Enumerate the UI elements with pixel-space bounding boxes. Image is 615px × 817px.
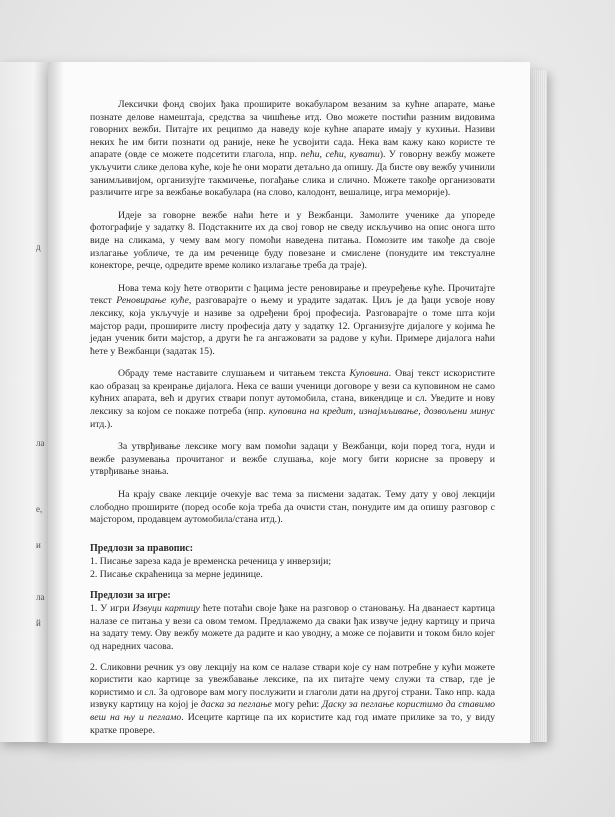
left-page-fragment: й [36, 618, 41, 628]
italic-text: Даску за пеглање користимо да ставимо веш на њу и пегламо [90, 699, 495, 723]
paragraph-vocabulary [90, 99, 495, 200]
spelling-list [90, 556, 495, 581]
text-run: . Овај текст искористите као образац за креирање дијалога. Нека се ваши ученици договоре у вези са куповином не само кућних апарата, већ и других ствари попут аутомобила, стана, викендице и сл. Уведите и нову лексику за којом се покаже потреба (нпр. [90, 368, 496, 418]
text-run: 1. У игри [90, 603, 133, 615]
text-run: Идеје за говорне вежбе наћи ћете и у Вежбанци. Замолите ученике да упореде фотографије у задатку 8. Подстакните их да свој говор не сведу искључиво на опис онога што виде на сликама, у чему вам могу помоћи наведена питања. Помозите им такође да своје излагање уобличе, те да им реченице буду повезане и смислене (понудите им текстуалне конекторе, речце, одредите време колико излагање треба да траје). [90, 209, 495, 272]
page-stack-edges [527, 70, 547, 742]
left-page-fragment: д [36, 242, 41, 252]
text-run: 2. Сликовни речник уз ову лекцију на ком се налазе ствари које су нам потребне у кући можете користити као картице за увежбавање лексике, па их питајте чему служи та ствар, где је користимо и сл. За одговоре вам могу послужити и глаголи дати на другој страни. Тако нпр. када извуку картицу на којој је [90, 661, 495, 711]
spelling-heading: Предлози за правопис: [90, 542, 194, 554]
left-page-fragment: и [36, 540, 41, 550]
text-run: На крају сваке лекције очекује вас тема за писмени задатак. Тему дату у овој лекцији слободно проширите (поред особе која треба да очисти стан, понудите им да опишу разговор с мајстором, продавцем аутомобила/стана итд.). [90, 489, 495, 526]
book-page [48, 62, 530, 743]
text-run: итд.). [90, 418, 113, 430]
text-run: могу рећи: [271, 699, 322, 711]
left-page-fragment: ла [36, 592, 45, 602]
italic-text: Реновирање куће [116, 295, 189, 307]
paragraph-speaking [90, 210, 495, 273]
paragraph-writing-task [90, 489, 495, 527]
left-page-fragment: ла [36, 438, 45, 448]
italic-text: пећи, сећи, кувати [300, 149, 380, 161]
left-page-fragment: е, [36, 504, 43, 514]
italic-text: куповина на кредит, изнајмљивање, дозвољени минус [268, 406, 496, 418]
page-content [90, 99, 495, 745]
text-run: ћете потаћи своје ђаке на разговор о становању. На дванаест картица налазе се питања у вези са овом темом. Предлажемо да сваки ђак извуче једну картицу и прича на задату тему. Ову вежбу можете да радите и као уводну, а може се појавити и током било којег од наредних часова. [90, 603, 495, 652]
game-item [90, 662, 495, 738]
text-run: , разговарајте о њему и урадите задатак. Циљ је да ђаци усвоје нову лексику, која укључује и називе за одређени број професија. Разговарајте о томе шта који мајстор ради, проширите листу професија дату у задатку 12. Организујте дијалоге у којима ће један ученик бити мајстор, а други ће га ангажовати за радове у кући. Примере дијалога наћи ћете у Вежбанци (задатак 15). [90, 295, 495, 357]
paragraph-shopping [90, 368, 495, 431]
italic-text: Извуци картицу [132, 603, 200, 615]
spelling-item: 1. Писање зареза када је временска реченица у инверзији; [90, 556, 332, 568]
paragraph-renovation [90, 283, 495, 359]
game-item [90, 603, 495, 653]
text-run: Лексички фонд својих ђака проширите вокабуларом везаним за кућне апарате, мање познате делове намештаја, средства за чишћење итд. Ово можете постићи разним видовима говорних вежби. Питајте их реципмо да наведу које кућне апарате имају у кухињи. Називи неких ће им бити познати од раније, неке ће усвојити сада. Нека вам кажу како користе те апарате (овде се можете подсетити глагола, нпр. [90, 99, 495, 161]
text-run: . Исеците картице па их користите кад год имате прилике за то, у виду кратке провере. [90, 711, 496, 736]
spelling-item: 2. Писање скраћеница за мерне јединице. [90, 569, 263, 580]
italic-text: даска за пеглање [200, 699, 272, 711]
gutter-shadow [48, 62, 64, 743]
text-run: ). У говорну вежбу можете укључити слике делова куће, које ће они морати детаљно да опишу. Да бисте ову вежбу учинили занимљивијом, организујте такмичење, погађање слика и слично. Можете такође организовати различите игре за вежбање вокабулара (на слово, калодонт, вешалице, игра меморије). [90, 149, 495, 199]
text-run: За утврђивање лексике могу вам помоћи задаци у Вежбанци, који поред тога, нуди и вежбе разумевања прочитаног и вежбе слушања, које могу бити корисне за проверу и утврђивање знања. [90, 441, 495, 478]
italic-text: Куповина [349, 368, 389, 380]
text-run: Обраду теме наставите слушањем и читањем текста [118, 368, 350, 380]
text-run: Нова тема коју ћете отворити с ђацима јесте реновирање и преуређење куће. Прочитајте текст [90, 282, 495, 307]
games-heading: Предлози за игре: [90, 589, 171, 601]
paragraph-workbook [90, 441, 495, 479]
left-page-edge [0, 62, 48, 742]
